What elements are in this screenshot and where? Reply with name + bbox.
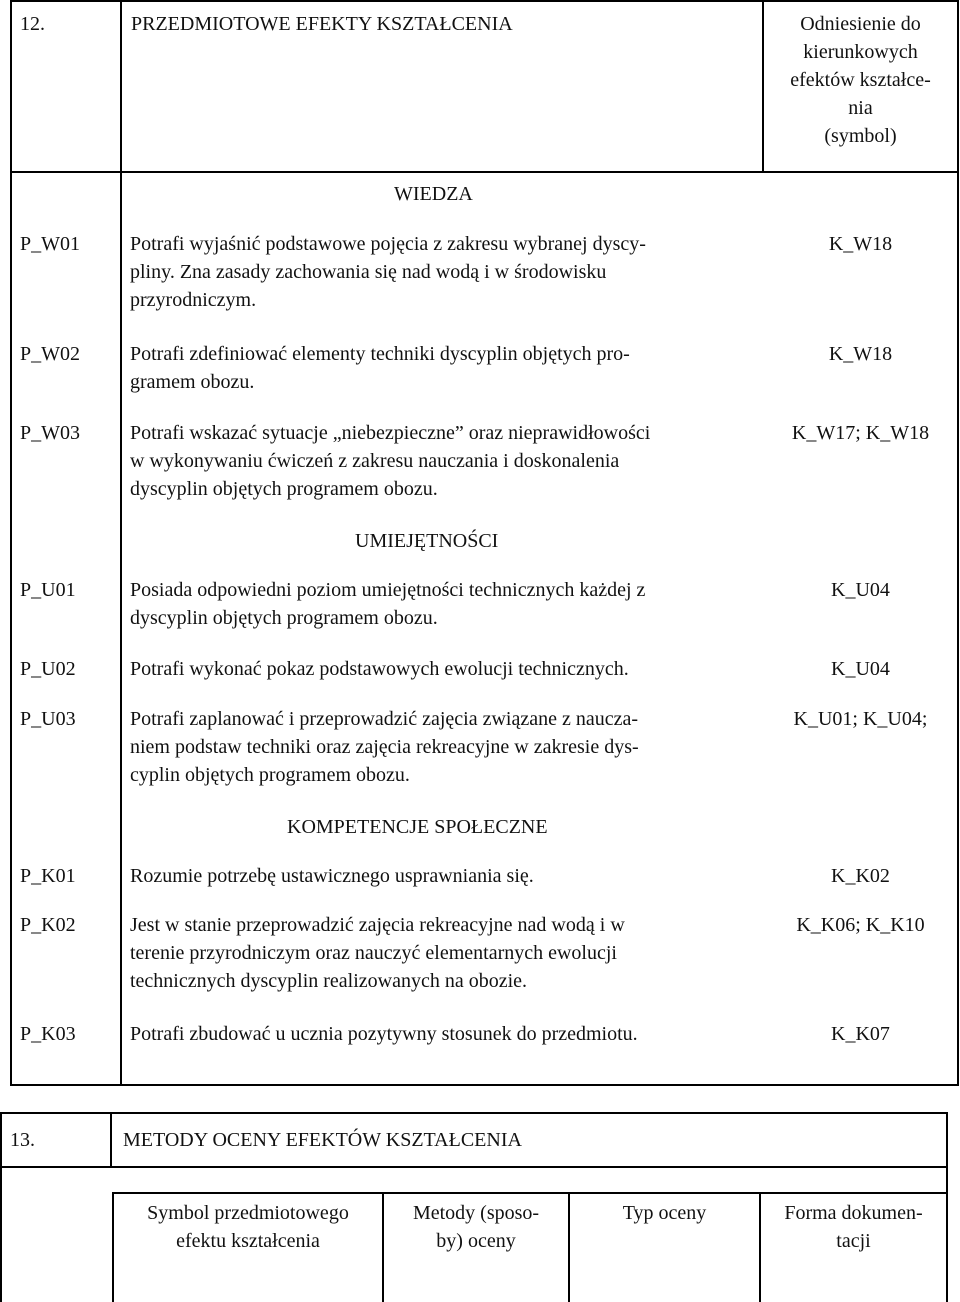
section-12-number: 12. xyxy=(20,13,45,35)
t12-border-right xyxy=(957,0,959,1086)
effect-reference: K_W18 xyxy=(828,233,893,255)
description-line: technicznych dyscyplin realizowanych na obozie. xyxy=(130,970,528,992)
effect-code: P_U03 xyxy=(20,708,76,730)
effect-code: P_U02 xyxy=(20,658,76,680)
reference-header-line: Odniesienie do xyxy=(800,13,921,35)
reference-header-line: efektów kształce- xyxy=(790,69,931,91)
effect-code: P_W01 xyxy=(20,233,80,255)
reference-header-line: nia xyxy=(848,97,873,119)
effect-description xyxy=(130,911,754,995)
t12-border-header-bottom xyxy=(10,171,959,173)
t12-divider-code-col xyxy=(120,0,122,1086)
t13-border-left xyxy=(0,1112,2,1302)
description-line: w wykonywaniu ćwiczeń z zakresu nauczania i doskonalenia xyxy=(130,450,620,472)
section-13-title: METODY OCENY EFEKTÓW KSZTAŁCENIA xyxy=(123,1129,522,1151)
effect-reference: K_K06; K_K10 xyxy=(796,914,925,936)
effect-reference: K_W17; K_W18 xyxy=(791,422,930,444)
effect-reference: K_K02 xyxy=(831,865,890,887)
description-line: gramem obozu. xyxy=(130,371,255,393)
effect-reference: K_W18 xyxy=(828,343,893,365)
description-line: niem podstaw techniki oraz zajęcia rekreacyjne w zakresie dys- xyxy=(130,736,639,758)
description-line: Jest w stanie przeprowadzić zajęcia rekreacyjne nad wodą i w xyxy=(130,914,625,936)
effect-reference: K_U04 xyxy=(831,579,890,601)
column-header-line: efektu kształcenia xyxy=(176,1230,320,1252)
t13-border-top xyxy=(0,1112,948,1114)
section-12-title: PRZEDMIOTOWE EFEKTY KSZTAŁCENIA xyxy=(131,13,513,35)
effect-description xyxy=(130,705,754,789)
effect-description: Potrafi zbudować u ucznia pozytywny stosunek do przedmiotu. xyxy=(130,1023,638,1045)
effect-description xyxy=(130,230,754,314)
description-line: Posiada odpowiedni poziom umiejętności technicznych każdej z xyxy=(130,579,646,601)
effect-description: Rozumie potrzebę ustawicznego usprawniania się. xyxy=(130,865,534,887)
description-line: dyscyplin objętych programem obozu. xyxy=(130,607,438,629)
column-header-effect-symbol xyxy=(114,1199,382,1255)
column-header-assessment-methods xyxy=(384,1199,568,1255)
effect-description: Potrafi wykonać pokaz podstawowych ewolucji technicznych. xyxy=(130,658,629,680)
effect-code: P_K02 xyxy=(20,914,76,936)
effect-code: P_W02 xyxy=(20,343,80,365)
effect-code: P_K01 xyxy=(20,865,76,887)
column-header-line: tacji xyxy=(836,1230,871,1252)
description-line: Potrafi wyjaśnić podstawowe pojęcia z zakresu wybranej dyscy- xyxy=(130,233,646,255)
t13-border-header-bottom xyxy=(0,1166,948,1168)
effect-code: P_W03 xyxy=(20,422,80,444)
effect-description xyxy=(130,576,754,632)
t12-border-left xyxy=(10,0,12,1086)
description-line: Potrafi zaplanować i przeprowadzić zajęcia związane z naucza- xyxy=(130,708,639,730)
column-header-documentation-form xyxy=(761,1199,946,1255)
effect-description xyxy=(130,340,754,396)
t13-divider-number-col xyxy=(110,1112,112,1168)
effect-reference: K_K07 xyxy=(831,1023,890,1045)
description-line: Potrafi zdefiniować elementy techniki dyscyplin objętych pro- xyxy=(130,343,630,365)
section-13-number: 13. xyxy=(10,1129,35,1151)
group-heading-skills: UMIEJĘTNOŚCI xyxy=(355,530,499,552)
reference-header-line: (symbol) xyxy=(824,125,897,147)
group-heading-social: KOMPETENCJE SPOŁECZNE xyxy=(287,816,548,838)
reference-column-header xyxy=(764,10,957,150)
description-line: terenie przyrodniczym oraz nauczyć elementarnych ewolucji xyxy=(130,942,617,964)
column-header-line: Symbol przedmiotowego xyxy=(147,1202,349,1224)
reference-header-line: kierunkowych xyxy=(803,41,918,63)
description-line: cyplin objętych programem obozu. xyxy=(130,764,410,786)
effect-code: P_K03 xyxy=(20,1023,76,1045)
effect-reference: K_U04 xyxy=(831,658,890,680)
column-header-line: Forma dokumen- xyxy=(784,1202,923,1224)
t12-border-top xyxy=(10,0,959,2)
t13-border-right xyxy=(946,1112,948,1302)
column-header-assessment-type xyxy=(570,1199,759,1227)
column-header-line: by) oceny xyxy=(436,1230,516,1252)
column-header-line: Metody (sposo- xyxy=(412,1202,540,1224)
description-line: Potrafi wskazać sytuacje „niebezpieczne” oraz nieprawidłowości xyxy=(130,422,651,444)
t13-subtable-top xyxy=(112,1192,946,1194)
description-line: przyrodniczym. xyxy=(130,289,257,311)
t12-border-bottom xyxy=(10,1084,959,1086)
group-heading-knowledge: WIEDZA xyxy=(394,183,473,205)
column-header-line: Typ oceny xyxy=(622,1202,707,1224)
effect-description xyxy=(130,419,754,503)
effect-reference: K_U01; K_U04; xyxy=(793,708,928,730)
description-line: dyscyplin objętych programem obozu. xyxy=(130,478,438,500)
effect-code: P_U01 xyxy=(20,579,76,601)
description-line: pliny. Zna zasady zachowania się nad wodą i w środowisku xyxy=(130,261,607,283)
